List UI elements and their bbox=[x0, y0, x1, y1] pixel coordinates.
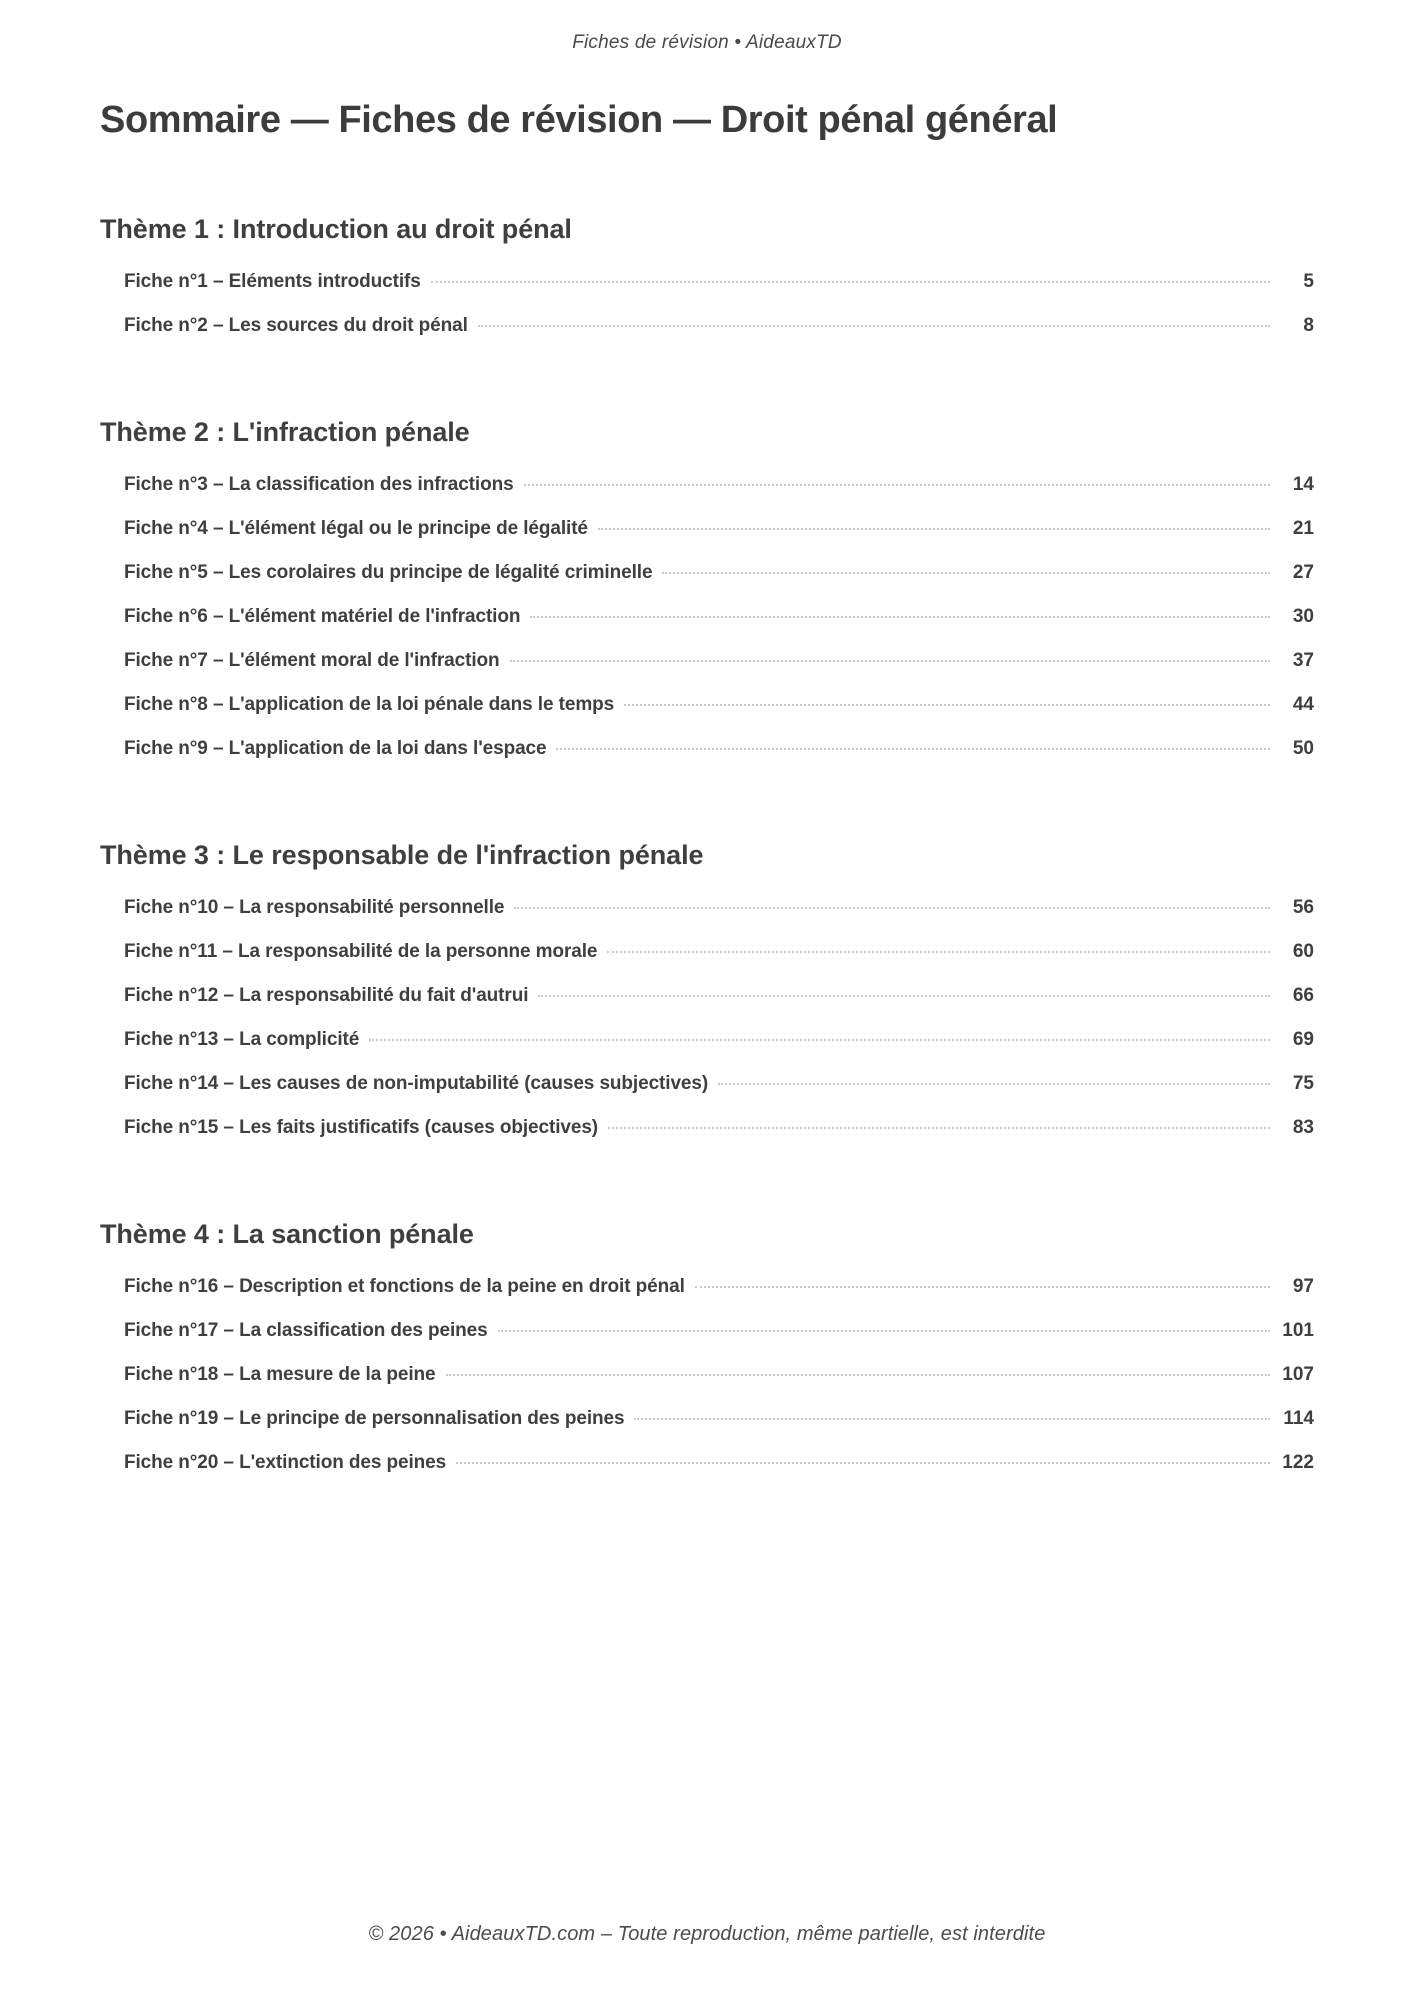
toc-entry[interactable] bbox=[100, 650, 1314, 694]
theme-heading: Thème 1 : Introduction au droit pénal bbox=[100, 213, 572, 244]
toc-entry[interactable] bbox=[100, 1364, 1314, 1408]
running-header: Fiches de révision • AideauxTD bbox=[572, 32, 842, 53]
theme-entry-list bbox=[100, 897, 1314, 1161]
theme-block bbox=[100, 214, 1314, 359]
toc-entry[interactable] bbox=[100, 941, 1314, 985]
theme-heading: Thème 3 : Le responsable de l'infraction pénale bbox=[100, 839, 704, 870]
toc-entry-page-number: 75 bbox=[1292, 1072, 1314, 1094]
toc-entry-label: Fiche n°3 – La classification des infractions bbox=[124, 473, 514, 495]
toc-entry-label: Fiche n°6 – L'élément matériel de l'infraction bbox=[124, 605, 521, 627]
toc-leader-dots bbox=[624, 703, 1270, 706]
theme-block bbox=[100, 840, 1314, 1161]
toc-entry-label: Fiche n°5 – Les corolaires du principe de légalité criminelle bbox=[124, 561, 653, 583]
toc-entry-page-number: 44 bbox=[1292, 693, 1314, 715]
toc-entry-label: Fiche n°11 – La responsabilité de la personne morale bbox=[124, 940, 598, 962]
toc-entry-label: Fiche n°15 – Les faits justificatifs (causes objectives) bbox=[124, 1116, 599, 1138]
toc-entry-page-number: 14 bbox=[1292, 473, 1314, 495]
toc-entry[interactable] bbox=[100, 897, 1314, 941]
toc-entry-label: Fiche n°19 – Le principe de personnalisation des peines bbox=[124, 1407, 625, 1429]
toc-entry[interactable] bbox=[100, 562, 1314, 606]
toc-entry-page-number: 60 bbox=[1292, 940, 1314, 962]
toc-entry-label: Fiche n°10 – La responsabilité personnelle bbox=[124, 896, 505, 918]
toc-leader-dots bbox=[369, 1038, 1270, 1041]
toc-entry-label: Fiche n°12 – La responsabilité du fait d'autrui bbox=[124, 984, 529, 1006]
toc-leader-dots bbox=[607, 950, 1270, 953]
toc-entry-page-number: 5 bbox=[1303, 270, 1314, 292]
toc-leader-dots bbox=[514, 906, 1270, 909]
theme-block bbox=[100, 417, 1314, 782]
page-title: Sommaire — Fiches de révision — Droit pénal général bbox=[100, 99, 1058, 141]
toc-entry-label: Fiche n°9 – L'application de la loi dans l'espace bbox=[124, 737, 547, 759]
toc-entry[interactable] bbox=[100, 518, 1314, 562]
toc-leader-dots bbox=[524, 483, 1270, 486]
toc-entry[interactable] bbox=[100, 1117, 1314, 1161]
table-of-contents bbox=[100, 214, 1314, 1496]
toc-leader-dots bbox=[538, 994, 1270, 997]
toc-leader-dots bbox=[498, 1329, 1270, 1332]
toc-leader-dots bbox=[598, 527, 1270, 530]
theme-entry-list bbox=[100, 271, 1314, 359]
toc-entry-page-number: 66 bbox=[1292, 984, 1314, 1006]
toc-entry-page-number: 8 bbox=[1303, 314, 1314, 336]
toc-entry-page-number: 56 bbox=[1292, 896, 1314, 918]
toc-entry[interactable] bbox=[100, 1029, 1314, 1073]
toc-entry[interactable] bbox=[100, 474, 1314, 518]
toc-entry-page-number: 83 bbox=[1292, 1116, 1314, 1138]
toc-entry[interactable] bbox=[100, 271, 1314, 315]
toc-entry-page-number: 30 bbox=[1292, 605, 1314, 627]
toc-leader-dots bbox=[446, 1373, 1271, 1376]
toc-entry[interactable] bbox=[100, 606, 1314, 650]
toc-leader-dots bbox=[556, 747, 1270, 750]
toc-entry[interactable] bbox=[100, 1320, 1314, 1364]
toc-entry[interactable] bbox=[100, 315, 1314, 359]
footer-copyright: © 2026 • AideauxTD.com – Toute reproduction, même partielle, est interdite bbox=[368, 1923, 1046, 1945]
toc-entry-label: Fiche n°4 – L'élément légal ou le principe de légalité bbox=[124, 517, 588, 539]
toc-leader-dots bbox=[478, 324, 1270, 327]
toc-entry-page-number: 97 bbox=[1292, 1275, 1314, 1297]
toc-entry-page-number: 122 bbox=[1282, 1451, 1314, 1473]
toc-leader-dots bbox=[718, 1082, 1270, 1085]
toc-leader-dots bbox=[530, 615, 1270, 618]
toc-entry-label: Fiche n°14 – Les causes de non-imputabilité (causes subjectives) bbox=[124, 1072, 709, 1094]
toc-entry[interactable] bbox=[100, 1408, 1314, 1452]
toc-entry[interactable] bbox=[100, 985, 1314, 1029]
toc-entry[interactable] bbox=[100, 1452, 1314, 1496]
toc-entry-label: Fiche n°7 – L'élément moral de l'infraction bbox=[124, 649, 500, 671]
toc-leader-dots bbox=[510, 659, 1270, 662]
toc-entry[interactable] bbox=[100, 694, 1314, 738]
toc-entry-label: Fiche n°20 – L'extinction des peines bbox=[124, 1451, 447, 1473]
toc-entry-label: Fiche n°8 – L'application de la loi pénale dans le temps bbox=[124, 693, 615, 715]
toc-entry-page-number: 114 bbox=[1283, 1407, 1314, 1429]
theme-heading: Thème 4 : La sanction pénale bbox=[100, 1218, 474, 1249]
theme-heading: Thème 2 : L'infraction pénale bbox=[100, 416, 470, 447]
toc-entry-label: Fiche n°2 – Les sources du droit pénal bbox=[124, 314, 468, 336]
toc-entry-label: Fiche n°17 – La classification des peines bbox=[124, 1319, 488, 1341]
toc-entry-label: Fiche n°1 – Eléments introductifs bbox=[124, 270, 421, 292]
toc-entry-page-number: 107 bbox=[1282, 1363, 1314, 1385]
toc-leader-dots bbox=[662, 571, 1270, 574]
toc-leader-dots bbox=[695, 1285, 1270, 1288]
toc-entry[interactable] bbox=[100, 1073, 1314, 1117]
toc-leader-dots bbox=[431, 280, 1270, 283]
theme-entry-list bbox=[100, 474, 1314, 782]
toc-leader-dots bbox=[634, 1417, 1270, 1420]
toc-entry-page-number: 37 bbox=[1292, 649, 1314, 671]
toc-leader-dots bbox=[456, 1461, 1270, 1464]
toc-entry[interactable] bbox=[100, 738, 1314, 782]
toc-entry-page-number: 50 bbox=[1292, 737, 1314, 759]
toc-entry-label: Fiche n°18 – La mesure de la peine bbox=[124, 1363, 436, 1385]
toc-entry-page-number: 101 bbox=[1282, 1319, 1314, 1341]
theme-entry-list bbox=[100, 1276, 1314, 1496]
toc-entry-label: Fiche n°13 – La complicité bbox=[124, 1028, 360, 1050]
theme-block bbox=[100, 1219, 1314, 1496]
toc-entry-page-number: 27 bbox=[1292, 561, 1314, 583]
toc-entry-page-number: 69 bbox=[1292, 1028, 1314, 1050]
toc-leader-dots bbox=[608, 1126, 1270, 1129]
toc-entry-label: Fiche n°16 – Description et fonctions de la peine en droit pénal bbox=[124, 1275, 685, 1297]
toc-entry[interactable] bbox=[100, 1276, 1314, 1320]
toc-entry-page-number: 21 bbox=[1292, 517, 1314, 539]
